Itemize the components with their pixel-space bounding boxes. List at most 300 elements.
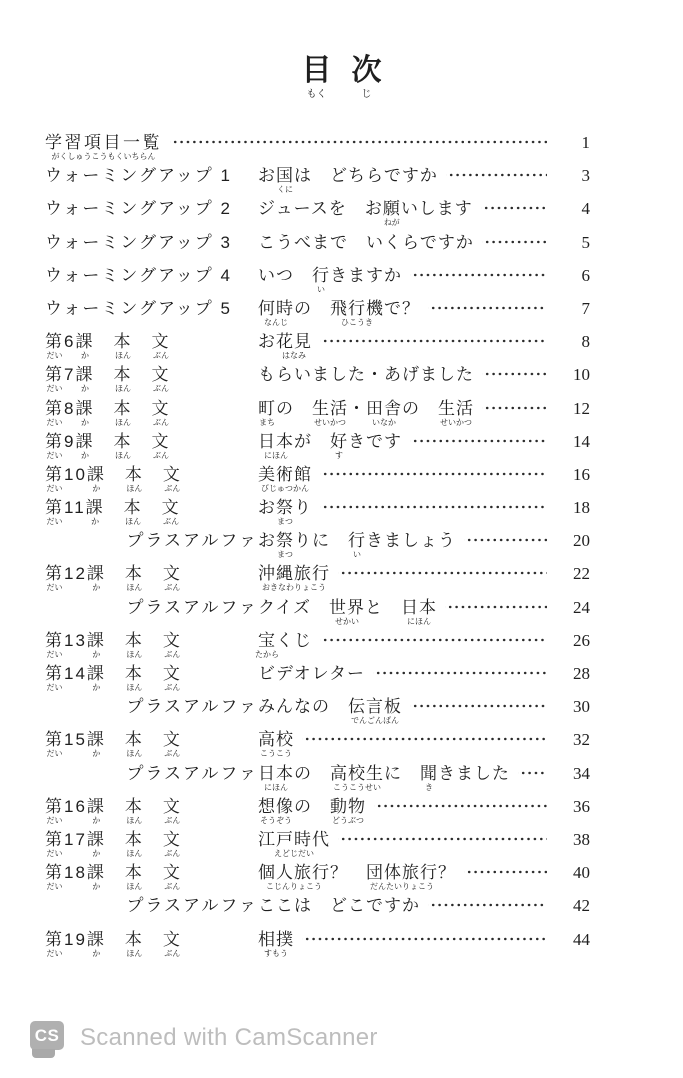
text-segment [312, 431, 330, 452]
ruby-segment: 本 ほん [113, 398, 133, 427]
furigana: だい [46, 683, 63, 692]
furigana: だい [46, 948, 63, 958]
furigana: か [91, 517, 100, 527]
ruby-segment: 文 ぶん [162, 829, 182, 858]
ruby-segment: 第 だい [45, 332, 64, 361]
text-segment [132, 364, 151, 385]
toc-row [45, 398, 590, 431]
text-segment: ウォーミングアップ 5 [45, 298, 232, 318]
text-segment [144, 464, 163, 485]
toc-row-page: 42 [573, 896, 590, 916]
furigana: じ [361, 89, 372, 100]
dot-leader [482, 398, 547, 419]
dot-leader [482, 232, 547, 253]
ruby-segment: 想像 そうぞう [258, 796, 294, 825]
text-segment [402, 763, 420, 784]
ruby-segment: 目 もく [301, 54, 332, 100]
furigana: か [80, 384, 89, 394]
toc-row-page: 18 [573, 498, 590, 518]
ruby-segment: 個人旅行 こじんりょこう [258, 863, 330, 892]
text-segment: プラスアルファ [126, 697, 258, 717]
ruby-segment: 祭 まつ [276, 531, 294, 560]
furigana: ぶん [152, 417, 169, 427]
text-segment: 8 [64, 398, 76, 418]
toc-row [45, 630, 590, 663]
toc-row [45, 862, 590, 895]
furigana: ぶん [163, 517, 180, 527]
toc-row-title [258, 929, 556, 958]
toc-row-label [45, 165, 258, 186]
cs-logo-text: CS [34, 1025, 60, 1045]
furigana: か [92, 583, 101, 593]
toc-row-title [45, 132, 556, 161]
toc-row [45, 929, 590, 962]
furigana: だい [46, 848, 63, 858]
toc-row [45, 663, 590, 696]
text-segment: 13 [64, 630, 87, 650]
toc-row-page: 26 [573, 630, 590, 650]
text-segment [94, 331, 113, 352]
toc-row-title [258, 331, 556, 361]
toc-row-page: 3 [581, 166, 590, 186]
text-segment: の [294, 298, 312, 318]
ruby-segment: 本 ほん [124, 564, 144, 593]
text-segment: と [364, 597, 383, 617]
ruby-segment: 団体旅行 だんたいりょこう [366, 863, 438, 892]
dot-leader [518, 763, 547, 784]
text-segment: どちらですか [330, 166, 438, 186]
ruby-segment: 生活 せいかつ [438, 398, 474, 427]
camscanner-watermark [30, 1021, 378, 1058]
ruby-segment: 第 だい [45, 431, 64, 460]
text-segment: いつ [258, 265, 294, 285]
text-segment [106, 729, 125, 750]
toc-row-label [45, 464, 258, 493]
text-segment [312, 165, 330, 186]
furigana: ぶん [164, 948, 181, 958]
dot-leader [320, 464, 547, 485]
furigana: か [92, 848, 101, 858]
ruby-segment: 沖縄旅行 おきなわりょこう [258, 564, 330, 593]
ruby-segment: 本 ほん [113, 365, 133, 394]
ruby-segment: 文 ぶん [151, 431, 171, 460]
text-segment: の [294, 763, 312, 783]
ruby-segment: 文 ぶん [162, 796, 182, 825]
text-segment [383, 597, 401, 618]
furigana: だい [46, 517, 63, 527]
text-segment: きますか [330, 265, 402, 285]
ruby-segment: 本 ほん [124, 863, 144, 892]
furigana: まち [259, 417, 275, 427]
ruby-segment: 動物 どうぶつ [330, 796, 366, 825]
toc-row [45, 530, 590, 563]
ruby-segment: 課 か [75, 431, 95, 460]
furigana: ぶん [152, 450, 169, 460]
toc-row-page: 30 [573, 697, 590, 717]
dot-leader [464, 530, 547, 551]
ruby-segment: 世界 せかい [328, 597, 365, 626]
text-segment [420, 398, 438, 419]
ruby-segment: 伝言板 でんごんばん [348, 697, 402, 726]
toc-row-page: 24 [573, 597, 590, 617]
text-segment [144, 630, 163, 651]
text-segment: の [294, 796, 312, 816]
ruby-segment: 本 ほん [124, 664, 144, 692]
text-segment [330, 696, 348, 717]
text-segment: 10 [64, 464, 87, 484]
dot-leader [302, 729, 547, 750]
ruby-segment: 田舎 いなか [366, 398, 402, 427]
toc-row-page: 7 [581, 298, 590, 318]
text-segment: ？ [438, 863, 456, 883]
toc-row-label [45, 298, 258, 319]
text-segment [312, 763, 330, 784]
text-segment: の [276, 398, 294, 418]
ruby-segment: 文 ぶん [151, 365, 171, 394]
dot-leader [374, 796, 547, 817]
toc-row-title [258, 198, 556, 228]
text-segment [144, 929, 163, 950]
text-segment: に [384, 763, 402, 783]
furigana: だい [46, 417, 63, 427]
dot-leader [410, 265, 547, 286]
toc-row [45, 497, 590, 530]
dot-leader [464, 862, 547, 883]
ruby-segment: 課 か [86, 796, 106, 825]
toc-row-label [45, 829, 258, 858]
ruby-segment: 第 だい [45, 365, 64, 394]
furigana: ぶん [164, 649, 181, 659]
furigana: えどじだい [274, 848, 314, 858]
ruby-segment: 文 ぶん [162, 863, 182, 892]
text-segment: ・ [348, 398, 366, 418]
toc-row [45, 431, 590, 464]
furigana: ぶん [164, 583, 181, 593]
furigana: びじゅつかん [261, 483, 309, 493]
ruby-segment: 生活 せいかつ [312, 398, 348, 427]
ruby-segment: 課 か [86, 630, 106, 659]
dot-leader [320, 630, 547, 651]
toc-list [45, 132, 590, 962]
ruby-segment: 第 だい [45, 498, 64, 527]
text-segment: プラスアルファ [126, 597, 258, 617]
text-segment [144, 563, 163, 584]
toc-row-label [45, 862, 258, 892]
toc-row [45, 763, 590, 796]
text-segment: 18 [64, 863, 87, 883]
ruby-segment: 花見 はなみ [276, 332, 312, 361]
furigana: にほん [406, 616, 431, 626]
text-segment: お [258, 498, 276, 518]
toc-row-label [45, 530, 258, 551]
toc-row-label [45, 232, 258, 253]
text-segment [312, 796, 330, 817]
toc-row-label [45, 663, 258, 692]
furigana: ねが [383, 218, 400, 228]
text-segment [106, 862, 125, 883]
ruby-segment: 課 か [86, 464, 106, 493]
text-segment: くじ [276, 630, 312, 650]
ruby-segment: 文 ぶん [151, 398, 171, 427]
text-segment [94, 364, 113, 385]
text-segment [348, 862, 366, 883]
text-segment [132, 398, 151, 419]
furigana: ぶん [164, 882, 181, 892]
dot-leader [373, 663, 547, 684]
toc-row-page: 14 [573, 431, 590, 451]
ruby-segment: 日本 にほん [258, 431, 294, 460]
furigana: こうこうせい [333, 782, 381, 792]
toc-row [45, 165, 590, 198]
ruby-segment: 第 だい [45, 464, 64, 493]
dot-leader [320, 331, 547, 352]
text-segment [94, 398, 113, 419]
furigana: ぶん [152, 384, 169, 394]
text-segment [106, 796, 125, 817]
furigana: だい [46, 450, 63, 460]
toc-row [45, 464, 590, 497]
ruby-segment: 文 ぶん [161, 498, 181, 527]
text-segment: りに [294, 531, 330, 551]
text-segment: ウォーミングアップ 4 [45, 265, 232, 285]
text-segment: きましょう [366, 531, 456, 551]
page-title [0, 54, 683, 104]
furigana: くに [277, 185, 293, 195]
furigana: ぶん [152, 351, 169, 361]
text-segment [106, 929, 125, 950]
dot-leader [481, 198, 547, 219]
furigana: だい [46, 351, 63, 361]
text-segment: みんなの [258, 697, 330, 717]
ruby-segment: 本 ほん [113, 332, 133, 361]
ruby-segment: 課 か [86, 829, 106, 858]
ruby-segment: 文 ぶん [162, 929, 182, 958]
furigana: ほん [126, 882, 143, 892]
ruby-segment: 日本 にほん [258, 763, 294, 792]
toc-row-page: 1 [581, 133, 590, 152]
text-segment: 12 [64, 564, 87, 584]
text-segment [144, 862, 163, 883]
dot-leader [446, 165, 547, 186]
toc-row-label [45, 763, 258, 784]
furigana: ほん [114, 351, 131, 361]
furigana: こじんりょこう [266, 882, 322, 892]
dot-leader [320, 497, 547, 518]
furigana: おきなわりょこう [262, 583, 326, 593]
ruby-segment: 町 まち [258, 398, 276, 427]
furigana: だい [46, 583, 63, 593]
furigana: だい [46, 749, 63, 759]
furigana: か [92, 815, 101, 825]
camscanner-text: Scanned with CamScanner [80, 1024, 378, 1051]
toc-row-title [258, 165, 556, 195]
text-segment: 15 [64, 730, 87, 750]
furigana: でんごんばん [351, 716, 399, 726]
toc-row-label [45, 497, 258, 527]
ruby-segment: 文 ぶん [162, 564, 182, 593]
ruby-segment: 本 ほん [124, 464, 144, 493]
text-segment: 11 [64, 498, 86, 518]
toc-row [45, 829, 590, 862]
text-segment [311, 597, 329, 618]
toc-row-title [258, 265, 556, 294]
text-segment: お [258, 531, 276, 551]
toc-row-title [258, 729, 556, 759]
dot-leader [410, 696, 547, 717]
dot-leader [338, 563, 547, 584]
toc-row-title [258, 563, 556, 593]
furigana: い [353, 550, 361, 560]
toc-row-label [45, 563, 258, 593]
furigana: にほん [264, 782, 288, 792]
toc-row-title [258, 829, 556, 858]
furigana: せいかつ [314, 417, 346, 427]
furigana: ほん [114, 450, 131, 460]
ruby-segment: 聞 き [420, 763, 438, 792]
toc-row-title [258, 796, 556, 825]
toc-row [45, 298, 590, 331]
text-segment [132, 431, 151, 452]
ruby-segment: 文 ぶん [162, 730, 182, 759]
furigana: いなか [372, 417, 396, 427]
furigana: なんじ [264, 317, 288, 327]
camscanner-logo-icon [30, 1021, 66, 1058]
toc-row-page: 44 [573, 929, 590, 949]
text-segment: もらいました・あげました [258, 365, 474, 385]
furigana: だんたいりょこう [370, 882, 434, 892]
ruby-segment: 第 だい [45, 664, 64, 692]
toc-row [45, 729, 590, 762]
ruby-segment: 次 じ [351, 54, 382, 100]
text-segment: 17 [64, 829, 87, 849]
toc-row-title [258, 895, 556, 916]
furigana: き [425, 782, 433, 792]
text-segment [312, 895, 330, 916]
ruby-segment: 課 か [75, 332, 95, 361]
furigana: ぶん [164, 749, 181, 759]
toc-row-label [45, 796, 258, 825]
furigana: だい [46, 483, 63, 493]
toc-row-label [45, 364, 258, 394]
furigana: ぶん [164, 683, 181, 692]
text-segment: は [294, 166, 312, 186]
text-segment [294, 398, 312, 419]
toc-row-title [258, 232, 556, 253]
toc-row-label [45, 398, 258, 427]
furigana: か [92, 649, 101, 659]
ruby-segment: 宝 たから [255, 630, 279, 659]
text-segment: プラスアルファ [126, 531, 258, 551]
ruby-segment: 文 ぶん [162, 664, 182, 692]
text-segment: どこですか [330, 896, 420, 916]
ruby-segment: 行 い [312, 265, 330, 294]
text-segment [330, 530, 348, 551]
text-segment [144, 663, 163, 684]
ruby-segment: 本 ほん [124, 829, 144, 858]
furigana: こうこう [260, 749, 292, 759]
camscanner-logo-tab [32, 1049, 55, 1058]
toc-row [45, 796, 590, 829]
toc-row-page: 10 [573, 365, 590, 385]
text-segment: が [294, 431, 312, 451]
ruby-segment: 相撲 すもう [258, 929, 294, 958]
ruby-segment: 第 だい [45, 796, 64, 825]
text-segment: クイズ [258, 597, 311, 617]
toc-row-label [45, 331, 258, 361]
toc-row-label [45, 630, 258, 659]
toc-row-label [45, 265, 258, 286]
toc-row-title [258, 364, 556, 385]
ruby-segment: 高校生 こうこうせい [330, 763, 384, 792]
furigana: どうぶつ [332, 815, 364, 825]
ruby-segment: 課 か [86, 664, 106, 692]
text-segment [106, 829, 125, 850]
toc-row-page: 32 [573, 730, 590, 750]
ruby-segment: 江戸時代 えどじだい [258, 829, 330, 858]
toc-row-title [258, 597, 556, 626]
text-segment: の [402, 398, 420, 418]
text-segment [144, 829, 163, 850]
ruby-segment: 行 い [348, 531, 366, 560]
ruby-segment: 本 ほん [124, 630, 144, 659]
ruby-segment: 美術館 びじゅつかん [258, 464, 312, 493]
toc-row [45, 198, 590, 231]
text-segment: で？ [384, 298, 420, 318]
text-segment: お [258, 166, 276, 186]
text-segment: 7 [64, 365, 76, 385]
furigana: だい [46, 882, 63, 892]
furigana: ほん [125, 517, 142, 527]
text-segment [106, 563, 125, 584]
furigana: まつ [277, 517, 293, 527]
furigana: ぶん [164, 815, 181, 825]
furigana: まつ [277, 550, 293, 560]
dot-leader [170, 132, 547, 153]
text-segment: ウォーミングアップ 2 [45, 199, 232, 219]
furigana: ぶん [164, 848, 181, 858]
toc-row [45, 331, 590, 364]
furigana: ほん [126, 815, 143, 825]
ruby-segment: 課 か [86, 863, 106, 892]
text-segment [106, 464, 125, 485]
text-segment [106, 663, 125, 684]
ruby-segment: 飛行機 ひこうき [330, 298, 384, 327]
ruby-segment: 第 だい [45, 630, 64, 659]
ruby-segment: 第 だい [45, 398, 64, 427]
furigana: か [80, 450, 89, 460]
toc-row-page: 6 [581, 265, 590, 285]
toc-row [45, 895, 590, 928]
furigana: か [92, 948, 101, 958]
toc-row-title [255, 630, 556, 659]
toc-row-label [45, 198, 258, 219]
ruby-segment: 本 ほん [124, 796, 144, 825]
text-segment [144, 796, 163, 817]
toc-row-page: 20 [573, 531, 590, 551]
text-segment [106, 630, 125, 651]
dot-leader [410, 431, 547, 452]
toc-row-page: 5 [581, 232, 590, 252]
toc-row [45, 232, 590, 265]
toc-row-label [45, 597, 258, 618]
toc-row-page: 36 [573, 796, 590, 816]
furigana: せいかつ [440, 417, 472, 427]
ruby-segment: 祭 まつ [276, 498, 294, 527]
toc-row-title [258, 298, 556, 327]
toc-row [45, 563, 590, 596]
ruby-segment: 国 くに [276, 166, 294, 195]
ruby-segment: 学習項目一覧 がくしゅうこうもくいちらん [45, 133, 162, 161]
